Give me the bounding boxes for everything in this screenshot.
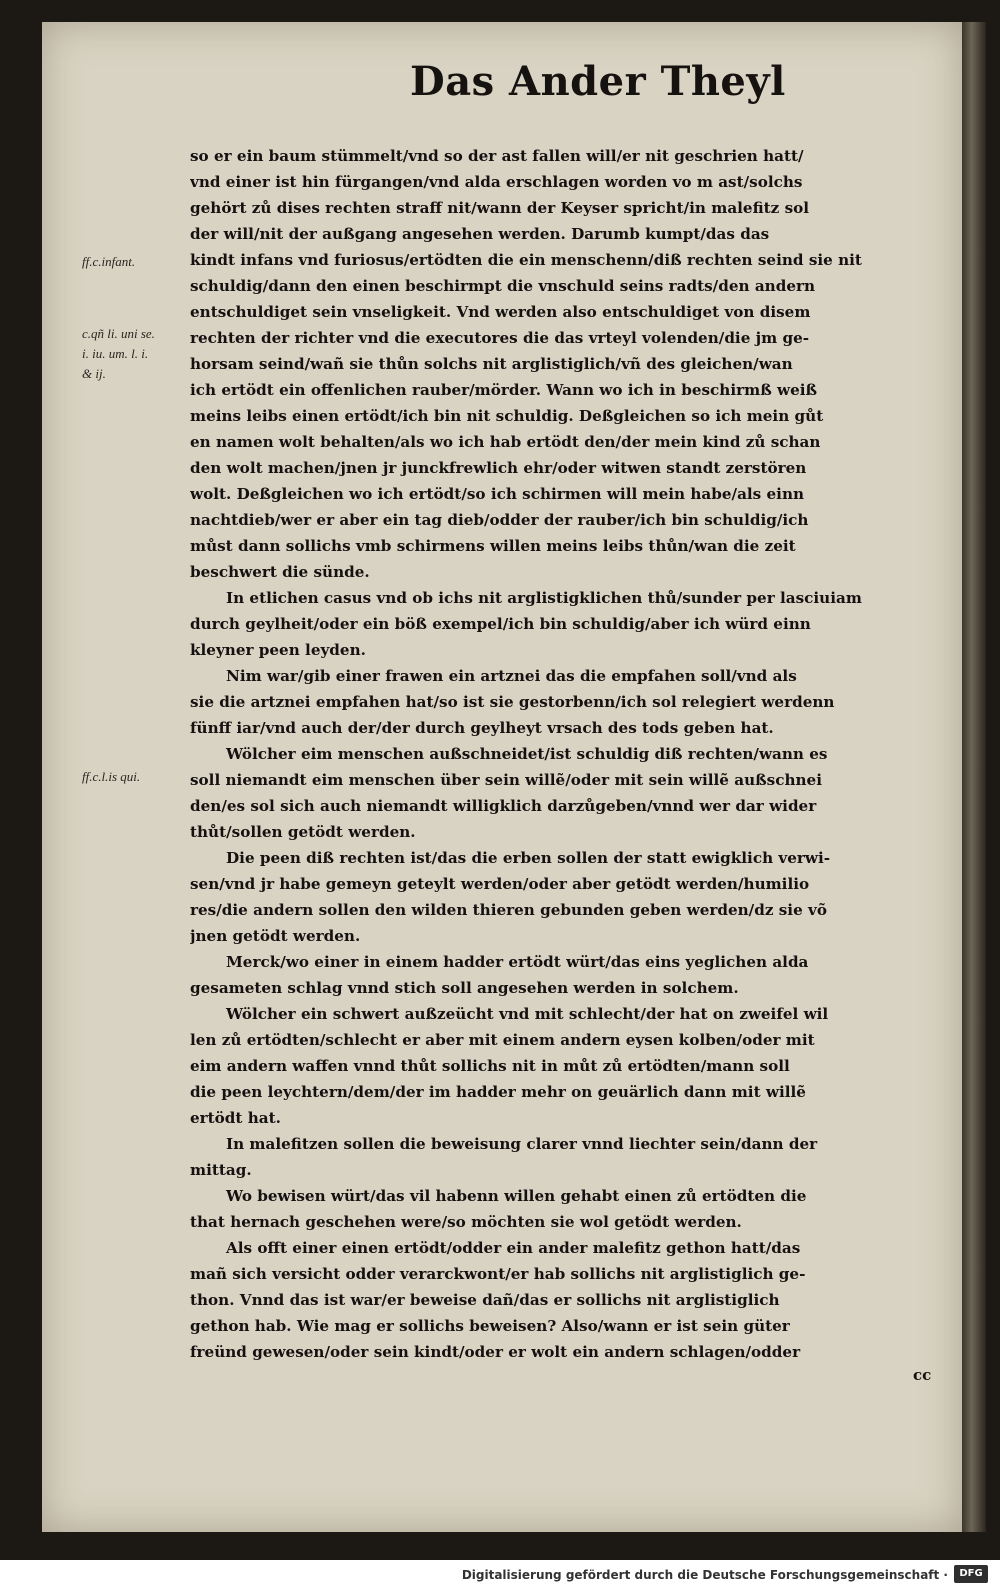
running-head: Das Ander Theyl <box>410 58 786 105</box>
text-line: so er ein baum stümmelt/vnd so der ast fallen will/er nit geschrien hatt/ <box>190 147 804 165</box>
catchword: cc <box>913 1366 932 1384</box>
text-line: beschwert die sünde. <box>190 563 370 581</box>
text-line: soll niemandt eim menschen über sein willẽ/oder mit sein willẽ außschnei <box>190 771 822 789</box>
text-line: kindt infans vnd furiosus/ertödten die ein menschenn/diß rechten seind sie nit <box>190 251 862 269</box>
funding-credit: Digitalisierung gefördert durch die Deutsche Forschungsgemeinschaft · <box>461 1568 948 1582</box>
text-line: sen/vnd jr habe gemeyn geteylt werden/oder aber getödt werden/humilio <box>190 875 810 893</box>
text-line: horsam seind/wañ sie thůn solchs nit arglistiglich/vñ des gleichen/wan <box>190 355 793 373</box>
text-line: wolt. Deßgleichen wo ich ertödt/so ich schirmen will mein habe/als einn <box>190 485 805 503</box>
page-edge <box>962 22 986 1532</box>
text-line: den/es sol sich auch niemandt willigklich darzůgeben/vnnd wer dar wider <box>190 797 817 815</box>
text-line: en namen wolt behalten/als wo ich hab ertödt den/der mein kind zů schan <box>190 433 821 451</box>
text-line: mañ sich versicht odder verarckwont/er hab sollichs nit arglistiglich ge- <box>190 1265 806 1283</box>
text-line: Als offt einer einen ertödt/odder ein ander malefitz gethon hatt/das <box>226 1239 801 1257</box>
text-line: sie die artznei empfahen hat/so ist sie gestorbenn/ich sol relegiert werdenn <box>190 693 835 711</box>
text-line: that hernach geschehen were/so möchten sie wol getödt werden. <box>190 1213 742 1231</box>
text-line: gethon hab. Wie mag er sollichs beweisen? Also/wann er ist sein güter <box>190 1317 790 1335</box>
text-line: nachtdieb/wer er aber ein tag dieb/odder der rauber/ich bin schuldig/ich <box>190 511 809 529</box>
text-line: In malefitzen sollen die beweisung clarer vnnd liechter sein/dann der <box>226 1135 818 1153</box>
text-line: Nim war/gib einer frawen ein artznei das die empfahen soll/vnd als <box>226 667 797 685</box>
text-line: meins leibs einen ertödt/ich bin nit schuldig. Deßgleichen so ich mein gůt <box>190 407 824 425</box>
body-text <box>190 143 938 1365</box>
text-line: die peen leychtern/dem/der im hadder mehr on geuärlich dann mit willẽ <box>190 1083 806 1101</box>
text-line: jnen getödt werden. <box>190 927 361 945</box>
text-line: vnd einer ist hin fürgangen/vnd alda erschlagen worden vo m ast/solchs <box>190 173 803 191</box>
text-line: thůt/sollen getödt werden. <box>190 823 416 841</box>
text-line: ertödt hat. <box>190 1109 281 1127</box>
margin-note: & ij. <box>82 366 106 381</box>
text-line: entschuldiget sein vnseligkeit. Vnd werden also entschuldiget von disem <box>190 303 811 321</box>
text-line: schuldig/dann den einen beschirmpt die vnschuld seins radts/den andern <box>190 277 816 295</box>
text-line: Wölcher ein schwert außzeücht vnd mit schlecht/der hat on zweifel wil <box>226 1005 829 1023</box>
text-line: kleyner peen leyden. <box>190 641 366 659</box>
text-line: der will/nit der außgang angesehen werden. Darumb kumpt/das das <box>190 225 770 243</box>
text-line: In etlichen casus vnd ob ichs nit arglistigklichen thů/sunder per lasciuiam <box>226 589 862 607</box>
margin-note: c.qñ li. uni se. <box>82 326 155 341</box>
text-line: durch geylheit/oder ein böß exempel/ich bin schuldig/aber ich würd einn <box>190 615 811 633</box>
footer-bar <box>0 1560 1000 1591</box>
text-line: den wolt machen/jnen jr junckfrewlich ehr/oder witwen standt zerstören <box>190 459 807 477</box>
text-line: Wo bewisen würt/das vil habenn willen gehabt einen zů ertödten die <box>226 1187 807 1205</box>
margin-note: ff.c.infant. <box>82 254 136 269</box>
text-line: Wölcher eim menschen außschneidet/ist schuldig diß rechten/wann es <box>226 745 828 763</box>
text-line: len zů ertödten/schlecht er aber mit einem andern eysen kolben/oder mit <box>190 1031 815 1049</box>
text-line: gesameten schlag vnnd stich soll angesehen werden in solchem. <box>190 979 739 997</box>
text-line: thon. Vnnd das ist war/er beweise dañ/das er sollichs nit arglistiglich <box>190 1291 780 1309</box>
margin-note: i. iu. um. l. i. <box>82 346 149 361</box>
text-line: eim andern waffen vnnd thůt sollichs nit in můt zů ertödten/mann soll <box>190 1057 790 1075</box>
text-line: freünd gewesen/oder sein kindt/oder er wolt ein andern schlagen/odder <box>190 1343 801 1361</box>
text-line: Merck/wo einer in einem hadder ertödt würt/das eins yeglichen alda <box>226 953 809 971</box>
text-line: fünff iar/vnd auch der/der durch geylheyt vrsach des tods geben hat. <box>190 719 774 737</box>
text-line: res/die andern sollen den wilden thieren gebunden geben werden/dz sie võ <box>190 901 827 919</box>
text-line: můst dann sollichs vmb schirmens willen meins leibs thůn/wan die zeit <box>190 537 796 555</box>
text-line: Die peen diß rechten ist/das die erben sollen der statt ewigklich verwi- <box>226 849 831 867</box>
dfg-logo-icon: DFG <box>954 1565 988 1583</box>
margin-note: ff.c.l.is qui. <box>82 769 141 784</box>
text-line: gehört zů dises rechten straff nit/wann der Keyser spricht/in malefitz sol <box>190 199 810 217</box>
text-line: mittag. <box>190 1161 252 1179</box>
text-line: rechten der richter vnd die executores die das vrteyl volenden/die jm ge- <box>190 329 810 347</box>
text-line: ich ertödt ein offenlichen rauber/mörder. Wann wo ich in beschirmß weiß <box>190 381 818 399</box>
